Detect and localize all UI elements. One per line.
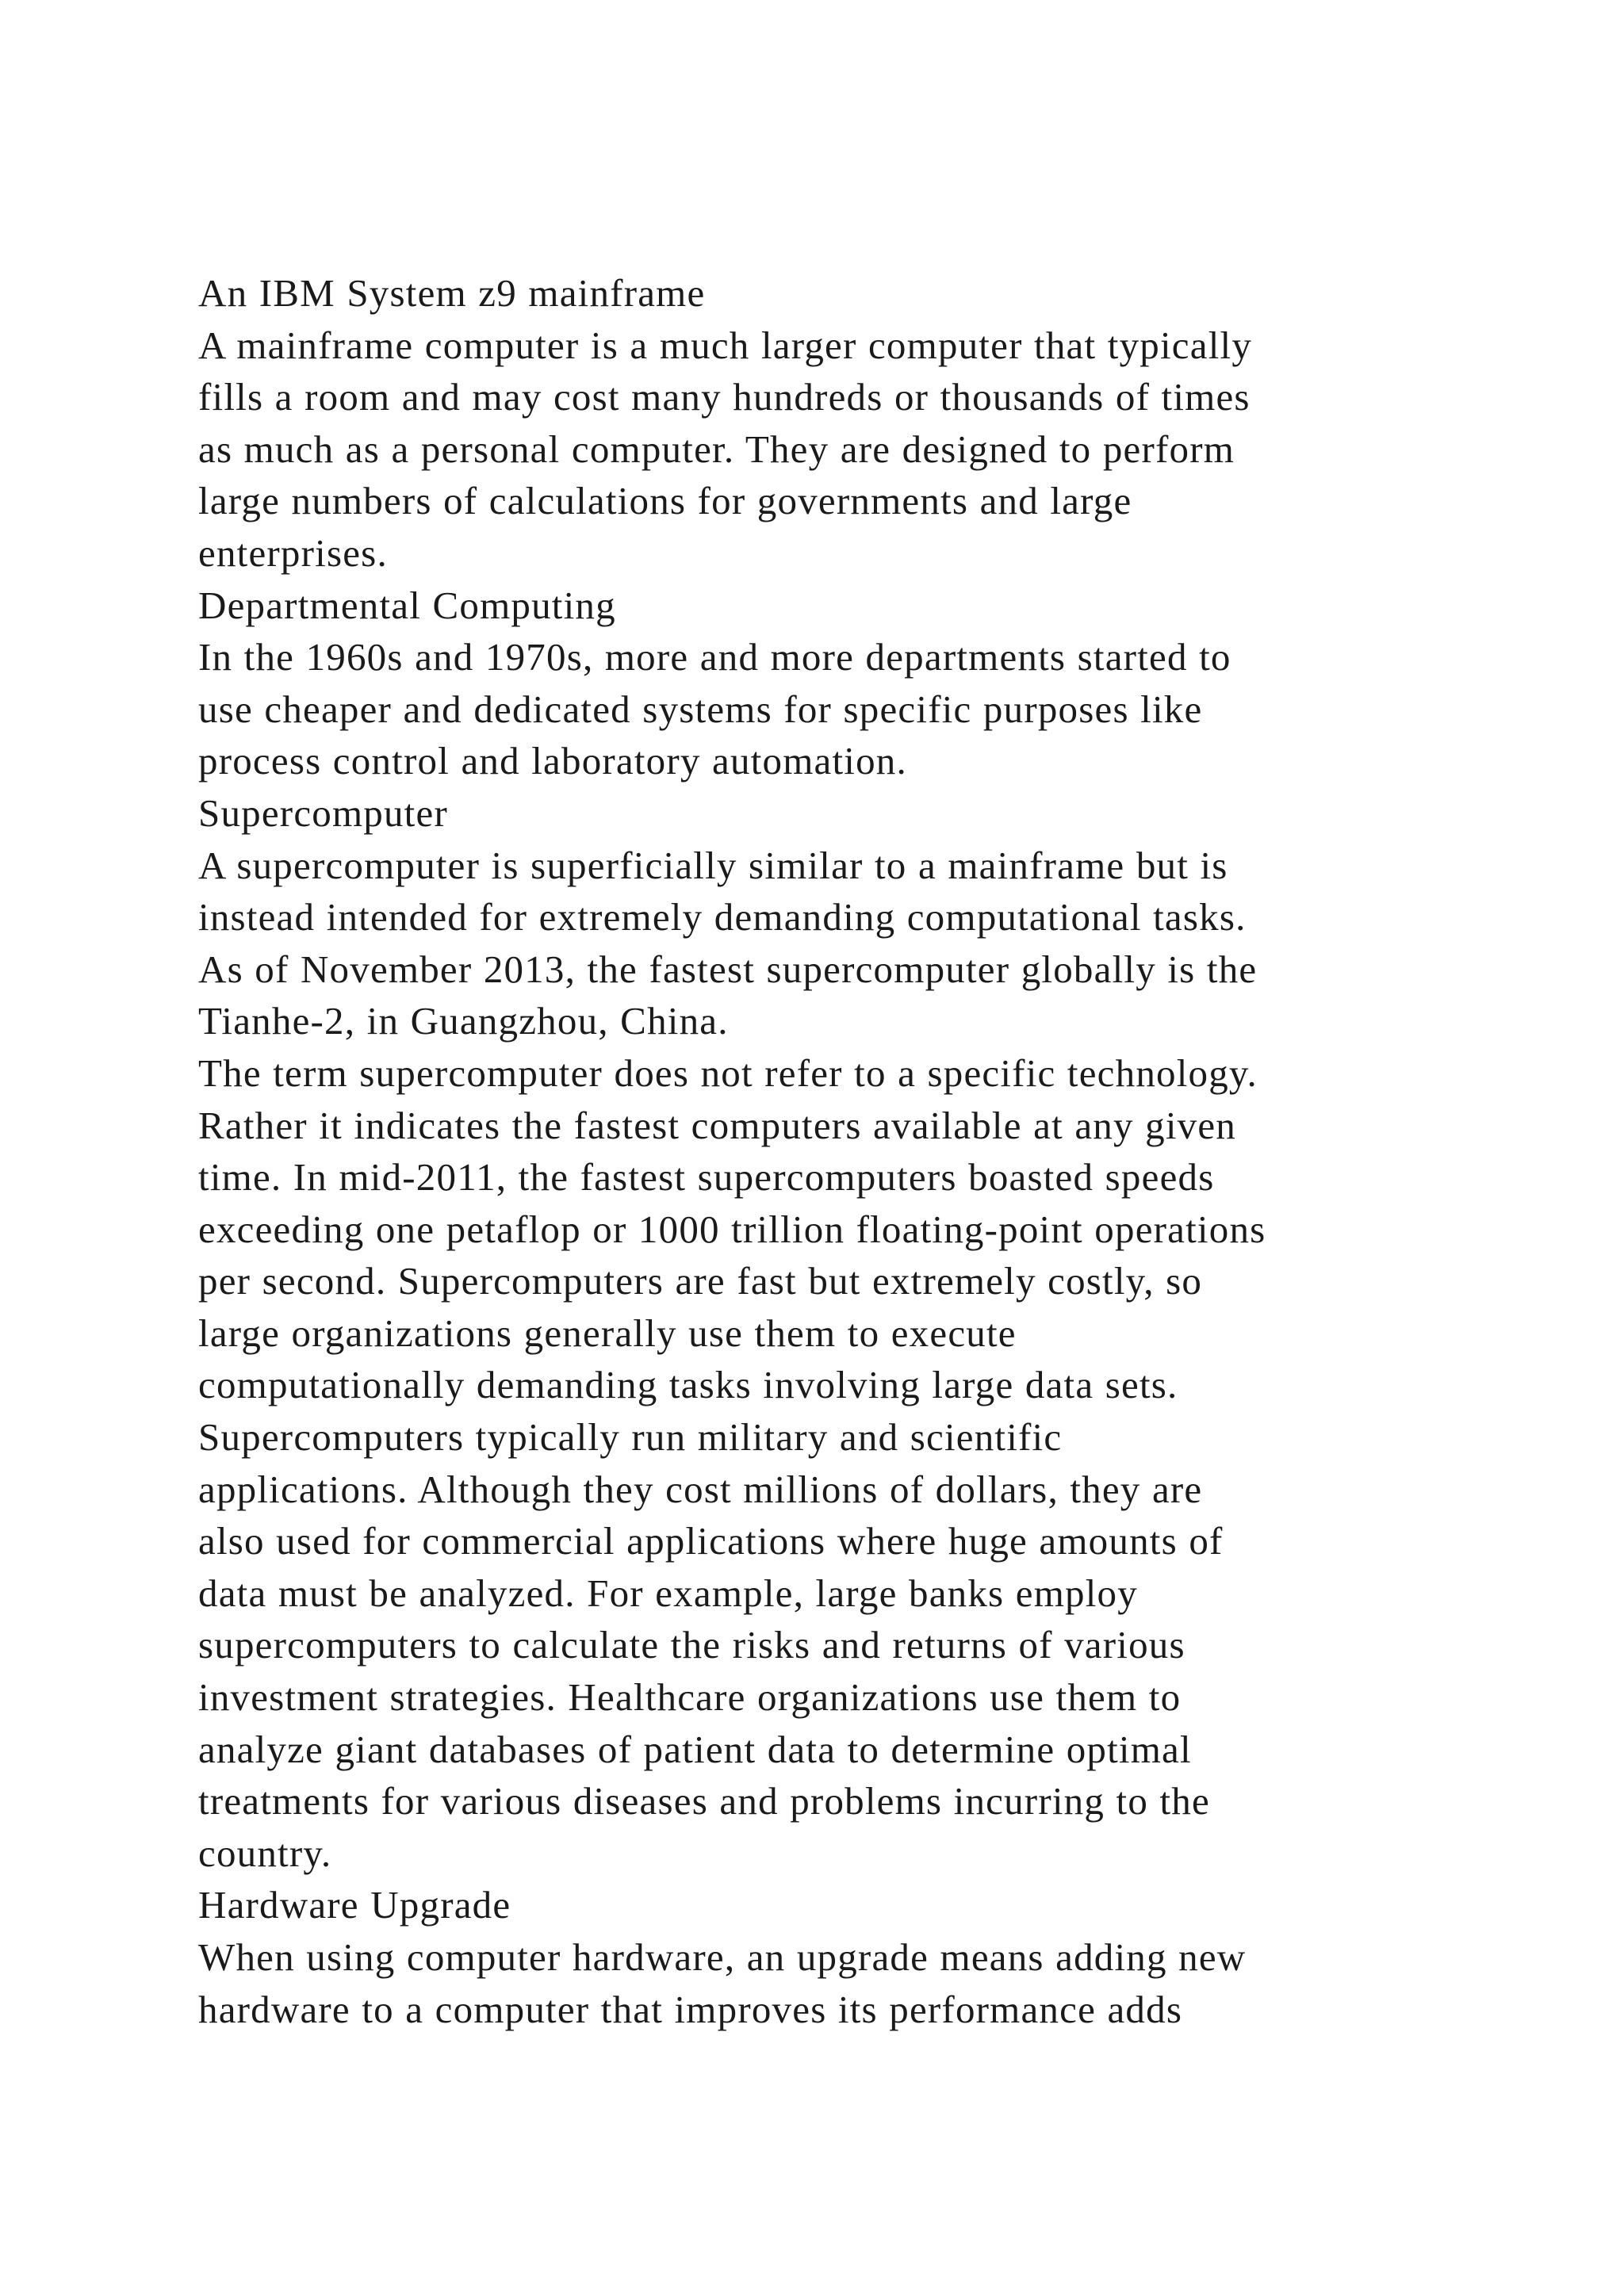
document-text [198,267,1499,2035]
text-line: Tianhe-2, in Guangzhou, China. [198,999,729,1043]
text-line: per second. Supercomputers are fast but extremely costly, so [198,1259,1203,1303]
text-line: Supercomputers typically run military and scientific [198,1415,1063,1460]
text-line: treatments for various diseases and problems incurring to the [198,1779,1210,1823]
text-line: computationally demanding tasks involving large data sets. [198,1363,1178,1407]
text-line: When using computer hardware, an upgrade means adding new [198,1935,1247,1979]
text-line: fills a room and may cost many hundreds or thousands of times [198,375,1251,419]
text-line: large numbers of calculations for governments and large [198,479,1132,523]
text-line: use cheaper and dedicated systems for specific purposes like [198,687,1203,731]
text-line: A mainframe computer is a much larger computer that typically [198,323,1253,367]
text-line: exceeding one petaflop or 1000 trillion floating-point operations [198,1207,1266,1251]
text-line: applications. Although they cost millions of dollars, they are [198,1467,1203,1511]
text-line: as much as a personal computer. They are designed to perform [198,427,1235,471]
heading-departmental-computing: Departmental Computing [198,583,616,627]
text-line: As of November 2013, the fastest supercomputer globally is the [198,947,1258,991]
text-line: hardware to a computer that improves its performance adds [198,1987,1183,2031]
text-line: time. In mid-2011, the fastest supercomputers boasted speeds [198,1155,1215,1200]
text-line: instead intended for extremely demanding computational tasks. [198,895,1247,939]
text-line: In the 1960s and 1970s, more and more departments started to [198,635,1231,679]
text-line: enterprises. [198,530,388,575]
text-line: supercomputers to calculate the risks and returns of various [198,1623,1185,1667]
text-line: data must be analyzed. For example, large banks employ [198,1571,1138,1615]
text-line: process control and laboratory automation. [198,739,907,783]
text-line: country. [198,1831,332,1875]
text-line: investment strategies. Healthcare organizations use them to [198,1675,1182,1720]
text-line: A supercomputer is superficially similar to a mainframe but is [198,843,1228,887]
heading-hardware-upgrade: Hardware Upgrade [198,1883,511,1927]
text-line: The term supercomputer does not refer to a specific technology. [198,1050,1258,1095]
heading-ibm-system-z9: An IBM System z9 mainframe [198,271,706,315]
text-line: Rather it indicates the fastest computers available at any given [198,1103,1237,1147]
heading-supercomputer: Supercomputer [198,790,448,835]
text-line: analyze giant databases of patient data to determine optimal [198,1727,1192,1771]
text-line: large organizations generally use them to execute [198,1311,1017,1355]
text-line: also used for commercial applications where huge amounts of [198,1519,1224,1563]
